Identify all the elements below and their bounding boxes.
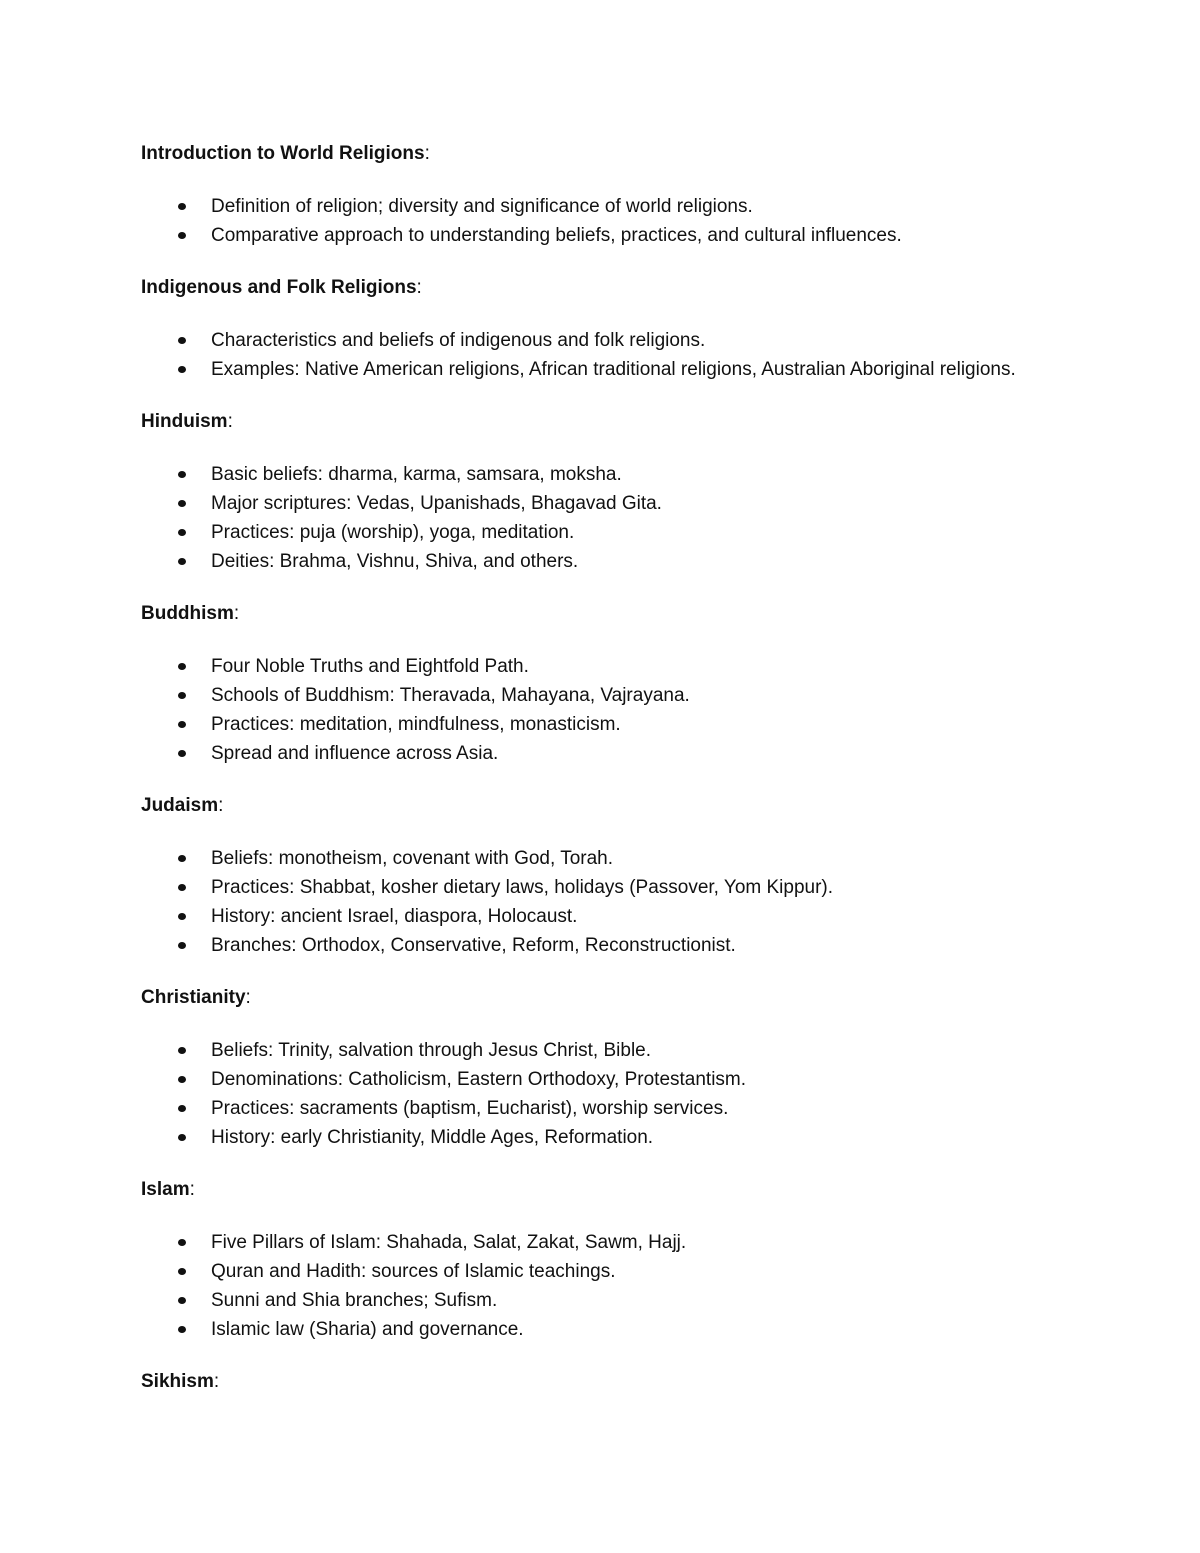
list-item-text: Practices: sacraments (baptism, Eucharist), worship services. (211, 1098, 729, 1119)
section-heading (141, 984, 1061, 1012)
list-item (141, 460, 1061, 489)
list-item-text: Comparative approach to understanding beliefs, practices, and cultural influences. (211, 225, 902, 246)
section-title: Indigenous and Folk Religions (141, 277, 417, 298)
section-title: Introduction to World Religions (141, 143, 425, 164)
list-item-text: Practices: puja (worship), yoga, meditation. (211, 522, 575, 543)
list-item-text: Practices: Shabbat, kosher dietary laws, holidays (Passover, Yom Kippur). (211, 877, 834, 898)
bullet-list (141, 844, 1061, 960)
bullet-icon (178, 692, 186, 699)
bullet-icon (178, 750, 186, 757)
list-item-text: Four Noble Truths and Eightfold Path. (211, 656, 529, 677)
list-item (141, 1228, 1061, 1257)
section-heading (141, 1176, 1061, 1204)
list-item (141, 1257, 1061, 1286)
list-item-text: Sunni and Shia branches; Sufism. (211, 1290, 498, 1311)
bullet-list (141, 1036, 1061, 1152)
bullet-icon (178, 663, 186, 670)
bullet-icon (178, 855, 186, 862)
list-item-text: Denominations: Catholicism, Eastern Orthodoxy, Protestantism. (211, 1069, 747, 1090)
list-item (141, 873, 1061, 902)
section-title-colon: : (233, 603, 240, 624)
section-heading (141, 140, 1061, 168)
bullet-icon (178, 1105, 186, 1112)
bullet-icon (178, 913, 186, 920)
list-item (141, 681, 1061, 710)
list-item-text: History: early Christianity, Middle Ages, Reformation. (211, 1127, 654, 1148)
bullet-icon (178, 721, 186, 728)
list-item-text: Beliefs: Trinity, salvation through Jesus Christ, Bible. (211, 1040, 652, 1061)
bullet-list (141, 192, 1061, 250)
bullet-icon (178, 500, 186, 507)
bullet-icon (178, 1076, 186, 1083)
list-item-text: Spread and influence across Asia. (211, 743, 499, 764)
list-item-text: Schools of Buddhism: Theravada, Mahayana, Vajrayana. (211, 685, 690, 706)
bullet-list (141, 652, 1061, 768)
list-item-text: Characteristics and beliefs of indigenous and folk religions. (211, 330, 706, 351)
bullet-list (141, 1228, 1061, 1344)
section-title-colon: : (424, 143, 430, 164)
section-title-colon: : (218, 795, 224, 816)
section-title: Islam (141, 1179, 190, 1200)
bullet-icon (178, 232, 186, 239)
list-item-text: Five Pillars of Islam: Shahada, Salat, Zakat, Sawm, Hajj. (211, 1232, 687, 1253)
list-item-text: Definition of religion; diversity and significance of world religions. (211, 196, 753, 217)
bullet-icon (178, 203, 186, 210)
list-item-text: Beliefs: monotheism, covenant with God, Torah. (211, 848, 614, 869)
bullet-list (141, 460, 1061, 576)
section-title: Hinduism (141, 411, 228, 432)
list-item-text: Major scriptures: Vedas, Upanishads, Bhagavad Gita. (211, 493, 662, 514)
bullet-icon (178, 529, 186, 536)
section-title-colon: : (416, 277, 422, 298)
list-item (141, 192, 1061, 221)
section-title: Judaism (141, 795, 219, 816)
list-item (141, 489, 1061, 518)
section-heading (141, 792, 1061, 820)
list-item-text: Quran and Hadith: sources of Islamic teachings. (211, 1261, 616, 1282)
list-item (141, 547, 1061, 576)
list-item (141, 1123, 1061, 1152)
section-heading (141, 1368, 1061, 1396)
bullet-icon (178, 942, 186, 949)
list-item-text: Islamic law (Sharia) and governance. (211, 1319, 524, 1340)
list-item-text: Deities: Brahma, Vishnu, Shiva, and others. (211, 551, 579, 572)
list-item (141, 931, 1061, 960)
bullet-icon (178, 471, 186, 478)
list-item (141, 518, 1061, 547)
bullet-list (141, 326, 1061, 384)
list-item-text: Branches: Orthodox, Conservative, Reform, Reconstructionist. (211, 935, 736, 956)
bullet-icon (178, 1239, 186, 1246)
list-item-text: Examples: Native American religions, African traditional religions, Australian Aboriginal religions. (211, 359, 1016, 380)
list-item (141, 710, 1061, 739)
list-item (141, 221, 1061, 250)
list-item-text: History: ancient Israel, diaspora, Holocaust. (211, 906, 578, 927)
list-item (141, 1036, 1061, 1065)
bullet-icon (178, 558, 186, 565)
list-item (141, 1065, 1061, 1094)
list-item (141, 326, 1061, 355)
list-item (141, 1315, 1061, 1344)
bullet-icon (178, 337, 186, 344)
bullet-icon (178, 1134, 186, 1141)
list-item (141, 355, 1061, 384)
list-item-text: Practices: meditation, mindfulness, monasticism. (211, 714, 621, 735)
list-item (141, 739, 1061, 768)
list-item-text: Basic beliefs: dharma, karma, samsara, moksha. (211, 464, 622, 485)
section-heading (141, 600, 1061, 628)
section-title-colon: : (227, 411, 233, 432)
bullet-icon (178, 1047, 186, 1054)
list-item (141, 902, 1061, 931)
section-title: Sikhism (141, 1371, 214, 1392)
section-title: Christianity (141, 987, 246, 1008)
list-item (141, 652, 1061, 681)
section-title-colon: : (189, 1179, 195, 1200)
bullet-icon (178, 1268, 186, 1275)
section-heading (141, 408, 1061, 436)
section-heading (141, 274, 1061, 302)
section-title-colon: : (213, 1371, 220, 1392)
section-title-colon: : (245, 987, 251, 1008)
section-title: Buddhism (141, 603, 234, 624)
document-body (141, 140, 1061, 1396)
bullet-icon (178, 1297, 186, 1304)
bullet-icon (178, 884, 186, 891)
bullet-icon (178, 366, 186, 373)
list-item (141, 1094, 1061, 1123)
bullet-icon (178, 1326, 186, 1333)
list-item (141, 1286, 1061, 1315)
list-item (141, 844, 1061, 873)
